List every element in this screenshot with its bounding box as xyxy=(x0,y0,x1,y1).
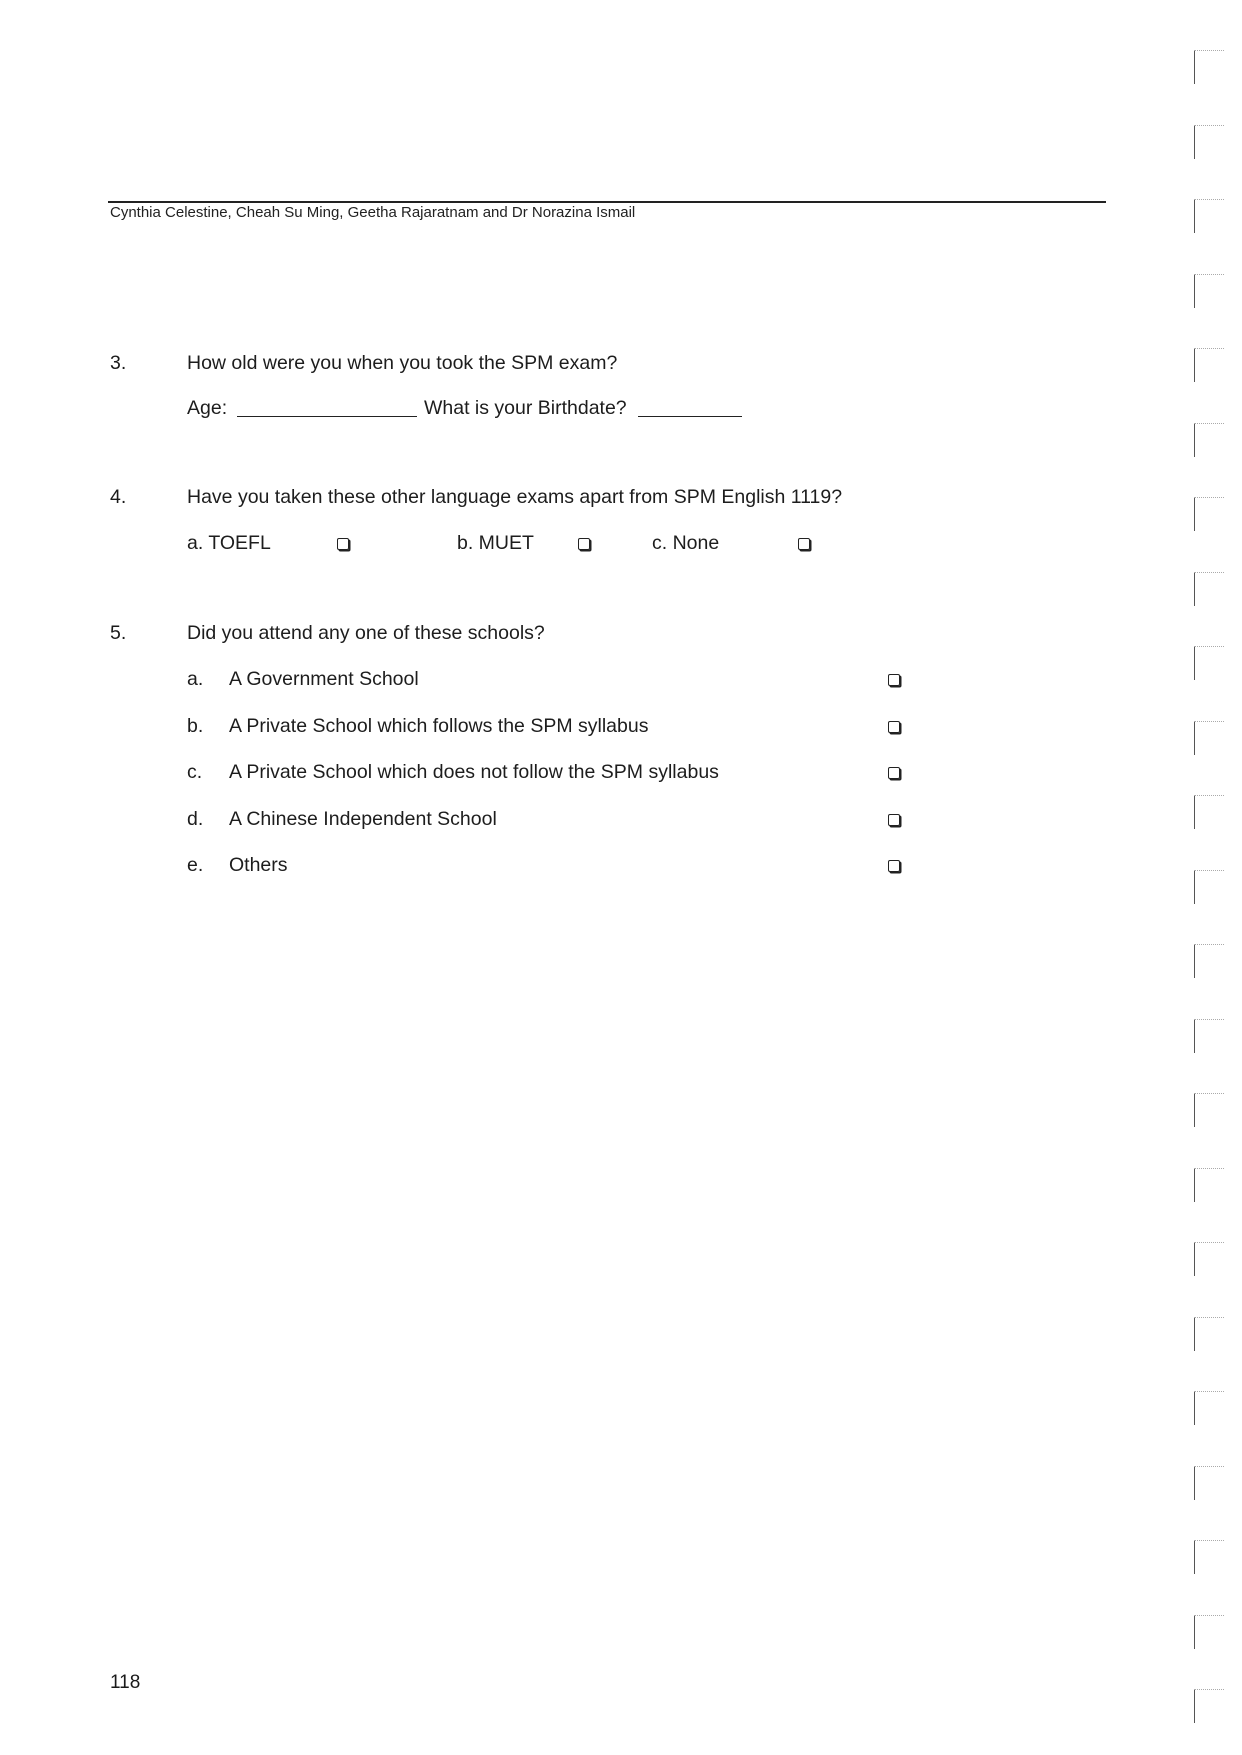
school-option-e-letter: e. xyxy=(187,854,204,876)
binding-mark xyxy=(1194,1242,1224,1276)
binding-mark xyxy=(1194,423,1224,457)
school-option-c-checkbox[interactable] xyxy=(888,767,900,779)
school-option-a-checkbox[interactable] xyxy=(888,674,900,686)
binding-marks xyxy=(1188,50,1238,1750)
question-4-number: 4. xyxy=(110,486,127,508)
binding-mark xyxy=(1194,348,1224,382)
school-option-b-label: A Private School which follows the SPM syllabus xyxy=(229,715,649,737)
option-none-label: c. None xyxy=(652,532,720,554)
header-authors: Cynthia Celestine, Cheah Su Ming, Geetha Rajaratnam and Dr Norazina Ismail xyxy=(110,204,636,221)
option-toefl-label: a. TOEFL xyxy=(187,532,271,554)
header-rule xyxy=(108,201,1106,203)
page-number: 118 xyxy=(110,1672,141,1693)
school-option-c-letter: c. xyxy=(187,761,203,783)
school-option-d-checkbox[interactable] xyxy=(888,814,900,826)
binding-mark xyxy=(1194,1391,1224,1425)
binding-mark xyxy=(1194,572,1224,606)
birthdate-field[interactable] xyxy=(638,398,742,417)
question-3-fields xyxy=(187,397,742,420)
school-option-a-letter: a. xyxy=(187,668,204,690)
age-field[interactable] xyxy=(237,398,417,417)
option-muet-checkbox[interactable] xyxy=(578,538,590,550)
binding-mark xyxy=(1194,274,1224,308)
option-muet-label: b. MUET xyxy=(457,532,534,554)
binding-mark xyxy=(1194,1689,1224,1723)
school-option-d-letter: d. xyxy=(187,808,204,830)
school-option-c-label: A Private School which does not follow the SPM syllabus xyxy=(229,761,719,783)
school-option-b-letter: b. xyxy=(187,715,204,737)
question-4-text: Have you taken these other language exams apart from SPM English 1119? xyxy=(187,486,843,508)
binding-mark xyxy=(1194,199,1224,233)
binding-mark xyxy=(1194,50,1224,84)
binding-mark xyxy=(1194,721,1224,755)
binding-mark xyxy=(1194,125,1224,159)
birthdate-label: What is your Birthdate? xyxy=(423,397,627,419)
binding-mark xyxy=(1194,1466,1224,1500)
question-5-text: Did you attend any one of these schools? xyxy=(187,622,545,644)
question-3-number: 3. xyxy=(110,352,127,374)
option-toefl-checkbox[interactable] xyxy=(337,538,349,550)
binding-mark xyxy=(1194,870,1224,904)
binding-mark xyxy=(1194,497,1224,531)
question-3-text: How old were you when you took the SPM exam? xyxy=(187,352,618,374)
age-label: Age: xyxy=(187,397,228,419)
binding-mark xyxy=(1194,1317,1224,1351)
question-5-number: 5. xyxy=(110,622,127,644)
binding-mark xyxy=(1194,944,1224,978)
school-option-b-checkbox[interactable] xyxy=(888,721,900,733)
binding-mark xyxy=(1194,1615,1224,1649)
binding-mark xyxy=(1194,1019,1224,1053)
school-option-d-label: A Chinese Independent School xyxy=(229,808,497,830)
binding-mark xyxy=(1194,646,1224,680)
binding-mark xyxy=(1194,1168,1224,1202)
school-option-e-label: Others xyxy=(229,854,288,876)
school-option-a-label: A Government School xyxy=(229,668,419,690)
binding-mark xyxy=(1194,1540,1224,1574)
school-option-e-checkbox[interactable] xyxy=(888,860,900,872)
option-none-checkbox[interactable] xyxy=(798,538,810,550)
binding-mark xyxy=(1194,1093,1224,1127)
binding-mark xyxy=(1194,795,1224,829)
